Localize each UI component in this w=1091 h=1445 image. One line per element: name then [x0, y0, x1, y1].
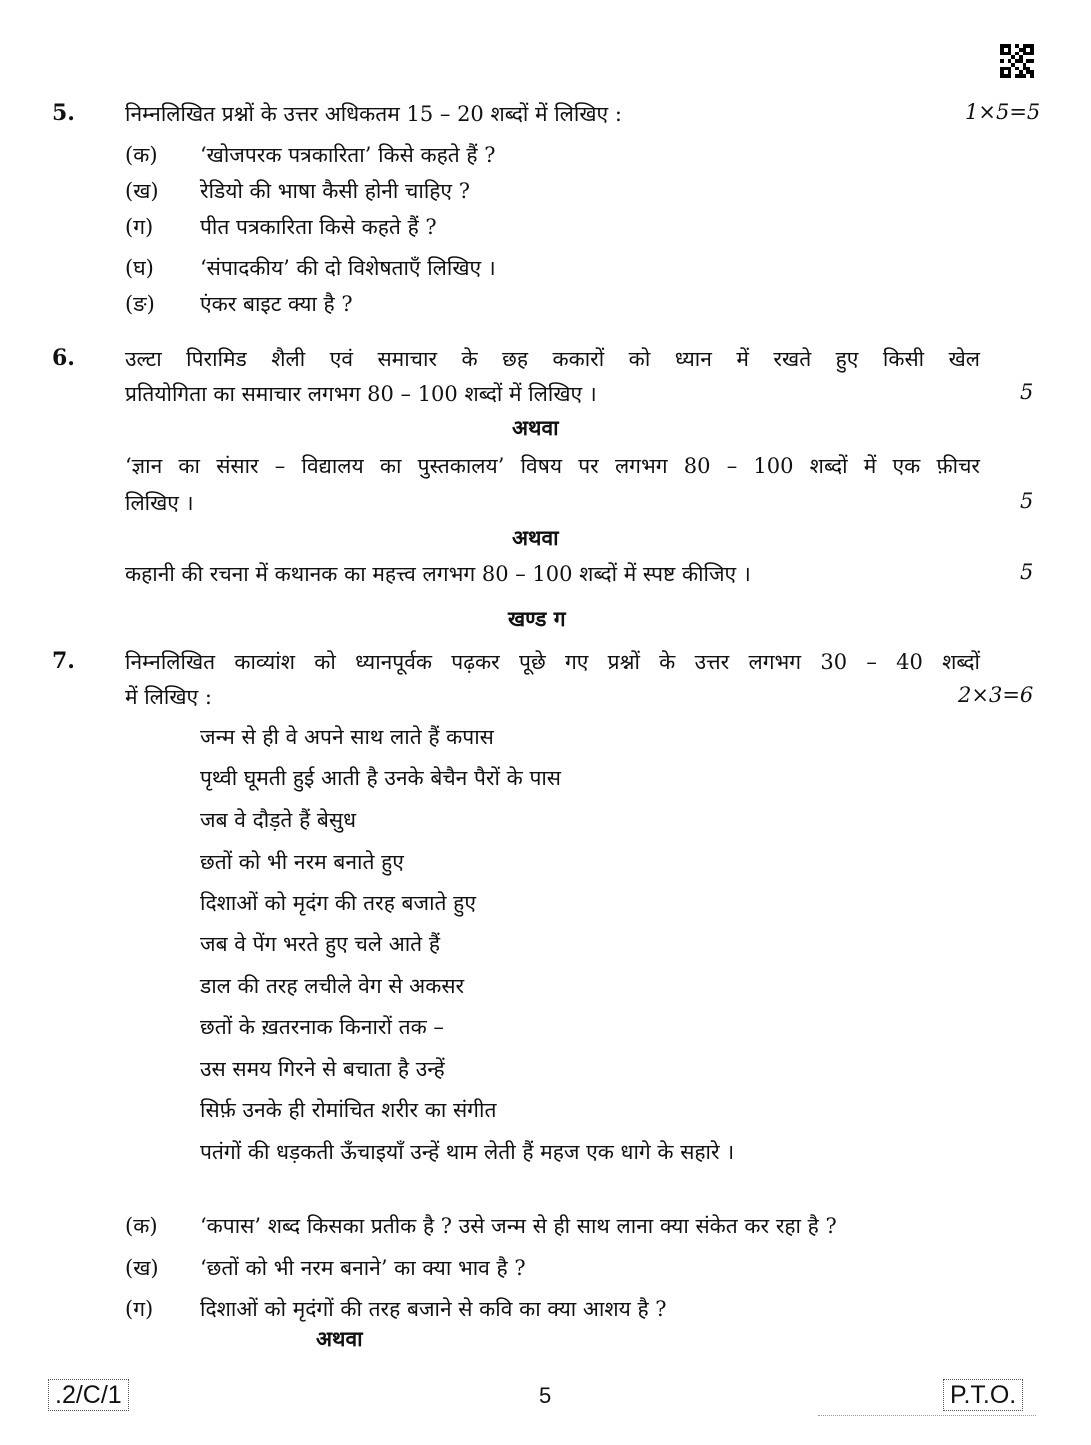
poem-line: सिर्फ़ उनके ही रोमांचित शरीर का संगीत	[200, 1098, 497, 1122]
question-6-line-1: उल्टा पिरामिड शैली एवं समाचार के छह ककारों को ध्यान में रखते हुए किसी खेल	[125, 347, 980, 371]
qr-code-icon	[1000, 44, 1034, 78]
item-label: (क)	[125, 143, 158, 167]
poem-line: जन्म से ही वे अपने साथ लाते हैं कपास	[200, 725, 494, 749]
item-label: (ग)	[125, 215, 154, 239]
question-6-alt-2: कहानी की रचना में कथानक का महत्त्व लगभग 80 – 100 शब्दों में स्पष्ट कीजिए ।	[125, 562, 751, 586]
item-label: (ङ)	[125, 292, 155, 316]
item-text: ‘कपास’ शब्द किसका प्रतीक है ? उसे जन्म से ही साथ लाना क्या संकेत कर रहा है ?	[200, 1214, 837, 1238]
question-5-item-kha	[125, 177, 470, 205]
paper-code-box: .2/C/1	[48, 1379, 129, 1411]
poem-line: पतंगों की धड़कती ऊँचाइयाँ उन्हें थाम लेती हैं महज एक धागे के सहारे ।	[200, 1140, 735, 1164]
question-7-marks: 2×3=6	[958, 683, 1034, 707]
question-7-item-ga	[125, 1295, 667, 1323]
question-5-marks: 1×5=5	[965, 100, 1041, 124]
poem-line: जब वे पेंग भरते हुए चले आते हैं	[200, 932, 440, 956]
item-text: दिशाओं को मृदंगों की तरह बजाने से कवि का क्या आशय है ?	[200, 1297, 667, 1321]
question-7-number: 7.	[52, 648, 75, 674]
question-6-alt-1-line-2: लिखिए ।	[125, 491, 194, 515]
question-7-line-2: में लिखिए :	[125, 685, 212, 709]
page-number: 5	[539, 1383, 552, 1408]
section-title: खण्ड ग	[508, 606, 566, 631]
or-divider-2: अथवा	[512, 525, 559, 550]
footer-microtext-line	[818, 1415, 1036, 1418]
question-6-alt-1-line-1: ‘ज्ञान का संसार – विद्यालय का पुस्तकालय’ विषय पर लगभग 80 – 100 शब्दों में एक फ़ीचर	[125, 454, 980, 478]
poem-line: दिशाओं को मृदंग की तरह बजाते हुए	[200, 891, 476, 915]
question-5-item-gha	[125, 254, 496, 282]
item-text: ‘खोजपरक पत्रकारिता’ किसे कहते हैं ?	[200, 143, 496, 167]
item-label: (ग)	[125, 1297, 154, 1321]
question-5-item-ga	[125, 213, 437, 241]
poem-line: छतों को भी नरम बनाते हुए	[200, 850, 404, 874]
poem-line: डाल की तरह लचीले वेग से अकसर	[200, 974, 465, 998]
item-text: ‘संपादकीय’ की दो विशेषताएँ लिखिए ।	[200, 256, 496, 280]
item-text: ‘छतों को भी नरम बनाने’ का क्या भाव है ?	[200, 1256, 526, 1280]
item-text: पीत पत्रकारिता किसे कहते हैं ?	[200, 215, 437, 239]
pto-box: P.T.O.	[943, 1379, 1023, 1411]
item-label: (ख)	[125, 179, 159, 203]
question-5-number: 5.	[52, 100, 75, 126]
question-5-item-nga	[125, 290, 353, 318]
question-5-text: निम्नलिखित प्रश्नों के उत्तर अधिकतम 15 – 20 शब्दों में लिखिए :	[125, 102, 622, 126]
question-6-marks: 5	[1020, 380, 1034, 404]
question-7-item-kha	[125, 1254, 526, 1282]
item-label: (घ)	[125, 256, 154, 280]
question-5-item-ka	[125, 141, 496, 169]
question-6-alt-2-marks: 5	[1020, 560, 1034, 584]
poem-line: पृथ्वी घूमती हुई आती है उनके बेचैन पैरों के पास	[200, 766, 562, 790]
question-6-line-2: प्रतियोगिता का समाचार लगभग 80 – 100 शब्दों में लिखिए ।	[125, 382, 597, 406]
question-6-alt-1-marks: 5	[1020, 489, 1034, 513]
poem-line: उस समय गिरने से बचाता है उन्हें	[200, 1057, 445, 1081]
item-label: (क)	[125, 1214, 158, 1238]
question-6-number: 6.	[52, 345, 75, 371]
item-text: एंकर बाइट क्या है ?	[200, 292, 353, 316]
item-label: (ख)	[125, 1256, 159, 1280]
poem-line: जब वे दौड़ते हैं बेसुध	[200, 808, 356, 832]
or-divider-3: अथवा	[316, 1326, 363, 1351]
or-divider-1: अथवा	[512, 415, 559, 440]
item-text: रेडियो की भाषा कैसी होनी चाहिए ?	[200, 179, 470, 203]
question-7-item-ka	[125, 1212, 837, 1240]
question-7-line-1: निम्नलिखित काव्यांश को ध्यानपूर्वक पढ़कर पूछे गए प्रश्नों के उत्तर लगभग 30 – 40 शब्दों	[125, 650, 980, 674]
poem-line: छतों के ख़तरनाक किनारों तक –	[200, 1015, 444, 1039]
